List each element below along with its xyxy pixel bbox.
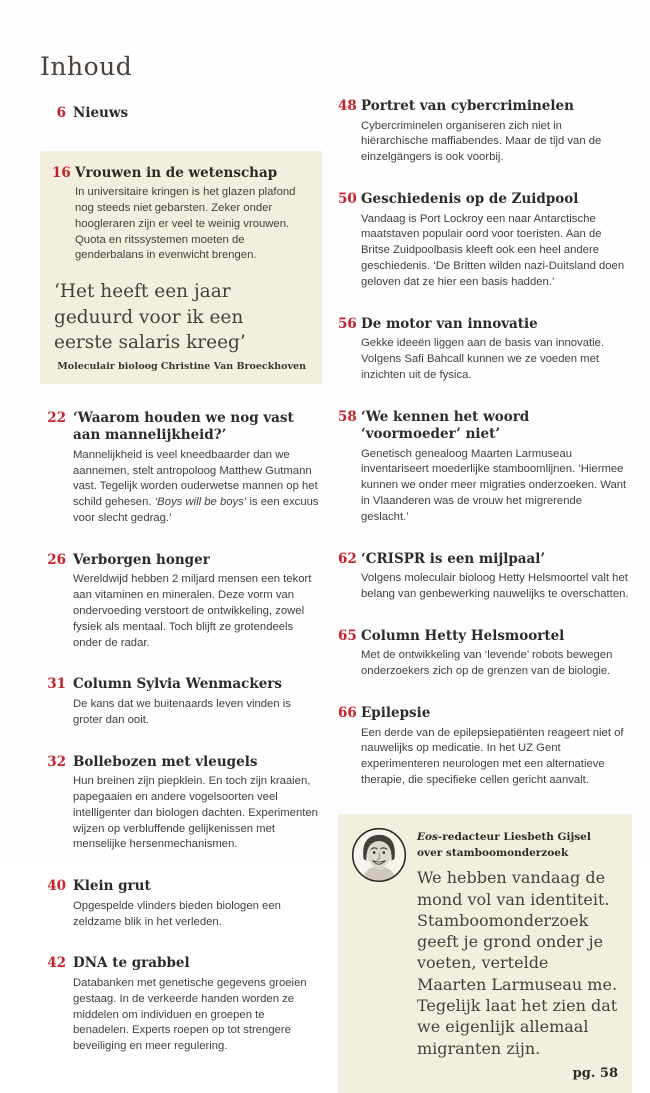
item-number: 48 [338, 98, 357, 114]
toc-item-verborgen-honger [40, 552, 322, 652]
item-title: DNA te grabbel [73, 955, 190, 972]
feature-box [40, 151, 322, 384]
item-description: Databanken met genetische gegevens groeien gestaag. In de verkeerde handen worden ze middelen om individuen en groepen te benadelen. Experts roepen op tot strengere beveiliging en meer regulering. [73, 976, 307, 1053]
description-italic: ‘Boys will be boys’ [154, 496, 247, 509]
item-description: Opgespelde vlinders bieden biologen een zeldzame blik in het verleden. [73, 899, 281, 928]
toc-item-nieuws [40, 105, 322, 126]
toc-item-bollebozen [40, 754, 322, 854]
item-description: Met de ontwikkeling van ‘levende’ robots bewegen onderzoekers zich op de grenzen van de biologie. [361, 649, 613, 678]
item-title: ‘Waarom houden we nog vast aan mannelijkheid?’ [73, 409, 294, 444]
item-title: Column Hetty Helsmoortel [361, 627, 565, 644]
editor-label-text: -redacteur Liesbeth Gijsel over stamboomonderzoek [417, 830, 591, 860]
toc-item-epilepsie [338, 705, 632, 789]
item-title: ‘CRISPR is een mijlpaal’ [361, 550, 546, 567]
item-title: Column Sylvia Wenmackers [73, 676, 283, 693]
item-title: Geschiedenis op de Zuidpool [361, 190, 579, 207]
item-number: 31 [47, 676, 66, 693]
description-text: Mannelijkheid is veel kneedbaarder dan we aannemen, stelt antropoloog Matthew Gutmann vast. Tegelijk worden ouderwetse mannen op het schild gehesen. [73, 448, 318, 509]
item-number: 6 [56, 105, 66, 121]
page-reference: pg. 58 [572, 1065, 618, 1081]
item-number: 66 [338, 705, 357, 722]
item-number: 62 [338, 550, 357, 567]
item-title: Vrouwen in de wetenschap [75, 164, 278, 181]
item-title: Verborgen honger [73, 551, 210, 568]
item-number: 40 [47, 878, 66, 895]
item-number: 50 [338, 190, 357, 207]
item-description: Hun breinen zijn piepklein. En toch zijn kraaien, papegaaien en andere vogelsoorten veel intelligenter dan biologen dachten. Experimenten wijzen op verbluffende gelijkenissen met menselijke hersenmechanismen. [73, 775, 318, 851]
item-number: 16 [52, 164, 71, 181]
item-title: Epilepsie [361, 705, 431, 722]
right-column [338, 52, 632, 1093]
toc-item-mannelijkheid [40, 410, 322, 527]
toc-item-cybercriminelen [338, 98, 632, 166]
toc-item-zuidpool [338, 191, 632, 291]
item-title: Bollebozen met vleugels [73, 753, 258, 770]
toc-item-motor-van-innovatie [338, 316, 632, 384]
editor-quote: We hebben vandaag de mond vol van identiteit. Stamboomonderzoek geeft je grond onder je voeten, vertelde Maarten Larmuseau me. Tegelijk laat het zien dat we eigenlijk allemaal migranten zijn. [417, 868, 618, 1058]
item-description: Volgens moleculair bioloog Hetty Helsmoortel valt het belang van genbewerking nauwelijks te overschatten. [361, 572, 629, 601]
item-description: De kans dat we buitenaards leven vinden is groter dan ooit. [73, 698, 291, 726]
item-description: Cybercriminelen organiseren zich niet in hiërarchische maffiabendes. Maar de tijd van de einzelgängers is ook voorbij. [361, 119, 602, 164]
toc-item-column-helsmoortel [338, 628, 632, 680]
item-title: Portret van cybercriminelen [361, 98, 574, 114]
item-description: Gekke ideeën liggen aan de basis van innovatie. Volgens Safi Bahcall kunnen we ze voeden met inzichten uit de fysica. [361, 337, 605, 381]
item-description: In universitaire kringen is het glazen plafond nog steeds niet gebarsten. Zeker onder hoogleraren zijn er veel te weinig vrouwen. Quota en ritssystemen moeten de genderbalans in evenwicht brengen. [75, 186, 296, 262]
description-text: is een excuus voor slecht gedrag.’ [73, 496, 319, 525]
editor-note-content [417, 826, 618, 1081]
item-description: Genetisch genealoog Maarten Larmuseau inventariseert moederlijke stamboomlijnen. ‘Hiermee kunnen we onder meer migraties onderzoeken. Want in Vlaanderen was de vrouw het migrerende geslacht.’ [361, 447, 627, 523]
quote-attribution: Moleculair bioloog Christine Van Broeckhoven [57, 360, 306, 372]
magazine-name: Eos [417, 830, 438, 843]
item-number: 42 [47, 955, 66, 972]
item-number: 56 [338, 315, 357, 332]
page-title: Inhoud [40, 52, 133, 81]
item-number: 26 [47, 551, 66, 568]
toc-item-vrouwen [52, 165, 308, 265]
toc-item-klein-grut [40, 878, 322, 930]
item-number: 22 [47, 409, 66, 426]
editor-avatar [350, 826, 408, 884]
item-title: De motor van innovatie [361, 315, 538, 332]
toc-item-dna-te-grabbel [40, 955, 322, 1055]
left-column [40, 52, 322, 1093]
item-number: 32 [47, 753, 66, 770]
item-number: 58 [338, 408, 357, 425]
item-title: Nieuws [73, 105, 129, 121]
editor-note-label [417, 829, 618, 862]
toc-item-column-wenmackers [40, 676, 322, 728]
portrait-photo-icon [350, 826, 408, 884]
item-description [73, 448, 322, 527]
pull-quote: ‘Het heeft een jaar geduurd voor ik een eerste salaris kreeg’ [54, 281, 246, 354]
item-title: Klein grut [73, 878, 151, 895]
item-description: Vandaag is Port Lockroy een naar Antarctische maatstaven populair oord voor toeristen. Aan de Britse Zuidpoolbasis kleeft ook een heel andere geschiedenis. ‘De Britten wilden nazi-Duitsland doen geloven dat ze hier een basis hadden.’ [361, 212, 625, 288]
toc-item-crispr [338, 551, 632, 603]
toc-item-voormoeder [338, 409, 632, 526]
item-title: ‘We kennen het woord ‘voormoeder’ niet’ [361, 408, 530, 443]
item-description: Een derde van de epilepsiepatiënten reageert niet of nauwelijks op medicatie. In het UZ Gent experimenteren neurologen met een alternatieve therapie, die specifieke cellen gericht aanvalt. [361, 726, 624, 787]
item-number: 65 [338, 627, 357, 644]
item-description: Wereldwijd hebben 2 miljard mensen een tekort aan vitaminen en mineralen. Deze vorm van ondervoeding verstoort de ontwikkeling, zowel fysiek als mentaal. Toch blijft ze grotendeels onder de radar. [73, 573, 312, 649]
editor-note-box [338, 814, 632, 1093]
